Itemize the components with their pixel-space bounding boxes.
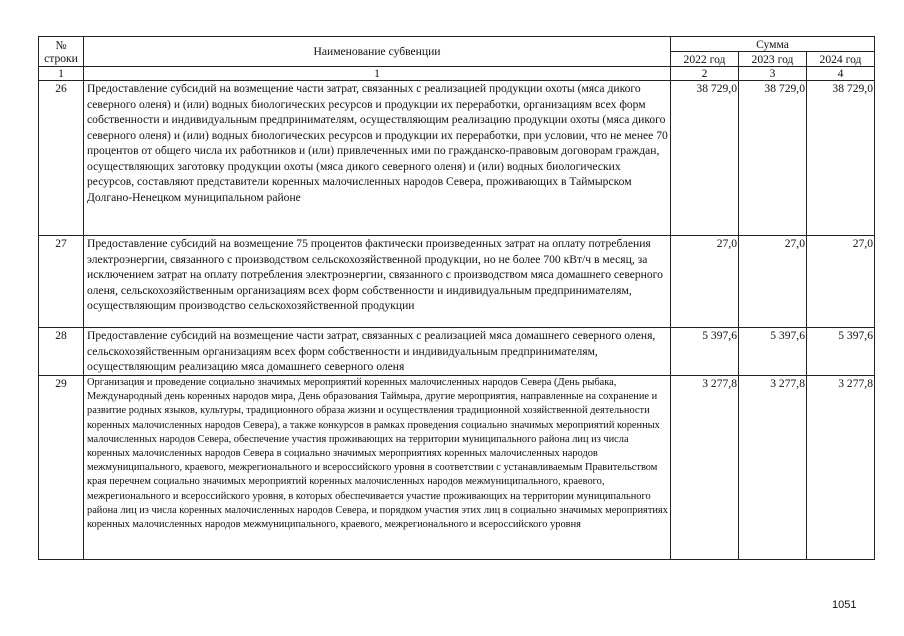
header-sum: Сумма <box>671 37 875 52</box>
amount-2022: 27,0 <box>671 236 739 328</box>
row-number: 29 <box>39 376 84 560</box>
amount-2023: 5 397,6 <box>739 328 807 376</box>
table-row <box>39 328 875 376</box>
amount-2024: 27,0 <box>807 236 875 328</box>
header-year-2023: 2023 год <box>739 52 807 67</box>
table-row <box>39 81 875 236</box>
row-name: Предоставление субсидий на возмещение части затрат, связанных с реализацией мяса домашнего северного оленя, сельскохозяйственным организациям всех форм собственности и индивидуальным предпринимателям, осуществляющим реализацию мяса домашнего северного оленя <box>84 328 671 376</box>
amount-2022: 5 397,6 <box>671 328 739 376</box>
row-number: 28 <box>39 328 84 376</box>
amount-2022: 3 277,8 <box>671 376 739 560</box>
amount-2024: 3 277,8 <box>807 376 875 560</box>
row-name: Предоставление субсидий на возмещение части затрат, связанных с реализацией продукции охоты (мяса дикого северного оленя) и (или) водных биологических ресурсов и продукции их переработки, организациям всех форм собственности и индивидуальным предпринимателям, осуществляющим реализацию продукции охоты (мяса дикого северного оленя) и (или) водных биологических ресурсов и продукции их переработки, при условии, что не менее 70 процентов от общего числа их работников и (или) привлеченных ими по гражданско-правовым договорам граждан, осуществляющих заготовку продукции охоты (мяса дикого северного оленя) и (или) водных биологических ресурсов, составляют представители коренных малочисленных народов Севера, проживающих в Таймырском Долгано-Ненецком муниципальном районе <box>84 81 671 236</box>
amount-2024: 38 729,0 <box>807 81 875 236</box>
amount-2023: 38 729,0 <box>739 81 807 236</box>
table-row <box>39 376 875 560</box>
row-number: 26 <box>39 81 84 236</box>
index-cell: 1 <box>39 67 84 81</box>
header-row-number-line2: строки <box>44 51 78 65</box>
index-cell: 2 <box>671 67 739 81</box>
amount-2023: 3 277,8 <box>739 376 807 560</box>
row-number: 27 <box>39 236 84 328</box>
header-row-number <box>39 37 84 67</box>
header-year-2024: 2024 год <box>807 52 875 67</box>
index-cell: 1 <box>84 67 671 81</box>
header-year-2022: 2022 год <box>671 52 739 67</box>
amount-2023: 27,0 <box>739 236 807 328</box>
index-row <box>39 67 875 81</box>
row-name: Организация и проведение социально значимых мероприятий коренных малочисленных народов Севера (День рыбака, Международный день коренных народов мира, День образования Таймыра, другие мероприятия, направленные на сохранение и развитие родных языков, культуры, традиционного образа жизни и осуществления традиционной хозяйственной деятельности коренных малочисленных народов Севера), а также конкурсов в рамках проведения социально значимых мероприятий коренных малочисленных народов Севера, обеспечение участия проживающих на территории муниципального района лиц из числа коренных малочисленных народов Севера в социально значимых мероприятиях коренных малочисленных народов межмуниципального, краевого, межрегионального и всероссийского уровня в соответствии с устанавливаемым Правительством края перечнем социально значимых мероприятий коренных малочисленных народов межмуниципального, краевого, межрегионального и всероссийского уровня, в которых обеспечивается участие проживающих на территории муниципального района лиц из числа коренных малочисленных народов Севера, и порядком участия этих лиц в социально значимых мероприятиях коренных малочисленных народов межмуниципального, краевого, межрегионального и всероссийского уровня <box>84 376 671 560</box>
row-name: Предоставление субсидий на возмещение 75 процентов фактически произведенных затрат на оплату потребления электроэнергии, связанного с производством сельскохозяйственной продукции, но не более 700 кВт/ч в месяц, за исключением затрат на оплату потребления электроэнергии, связанного с производством мяса домашнего северного оленя, сельскохозяйственным организациям всех форм собственности и индивидуальным предпринимателям, осуществляющим производство сельскохозяйственной продукции <box>84 236 671 328</box>
table-row <box>39 236 875 328</box>
index-cell: 3 <box>739 67 807 81</box>
subvention-table <box>38 36 875 560</box>
page-number: 1051 <box>832 599 857 611</box>
header-row-number-line1: № <box>55 38 67 52</box>
header-name: Наименование субвенции <box>84 37 671 67</box>
amount-2024: 5 397,6 <box>807 328 875 376</box>
index-cell: 4 <box>807 67 875 81</box>
amount-2022: 38 729,0 <box>671 81 739 236</box>
